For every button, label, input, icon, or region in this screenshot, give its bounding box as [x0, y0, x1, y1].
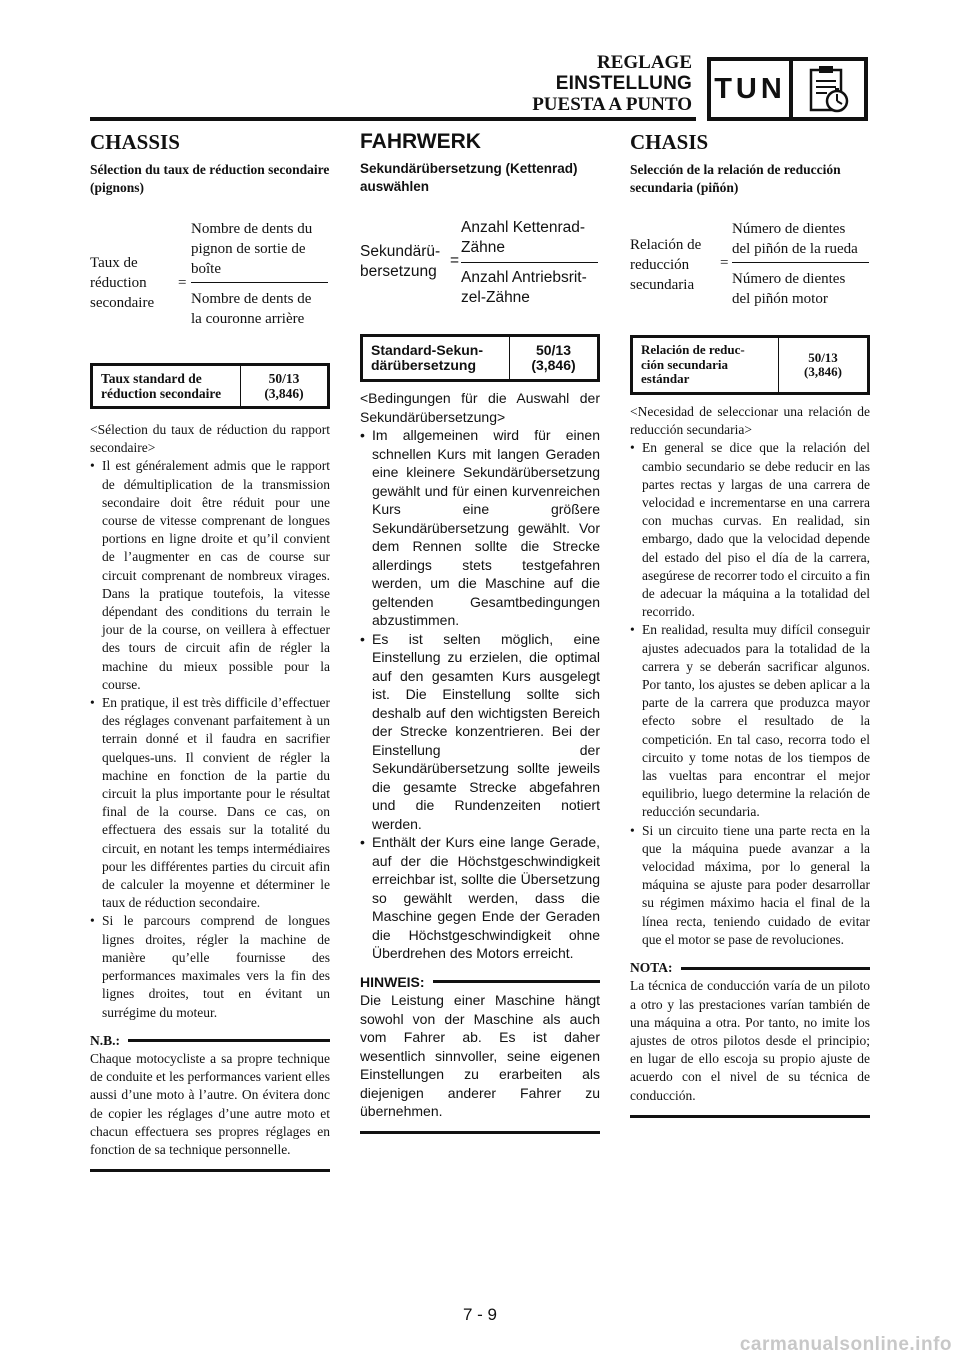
- section-icon-box: [793, 57, 868, 121]
- formula-denominator: [461, 268, 587, 308]
- spec-value: [241, 366, 327, 406]
- formula-left: [360, 242, 440, 282]
- note-text: La técnica de conducción varía de un piloto a otro y las prestaciones varían también de una máquina a otra. Por tanto, no imite los ajustes de otros pilotos desde el principio; en lugar de ello escoja su propio ajuste de acuerdo con el nivel de su técnica de conducción.: [630, 978, 870, 1103]
- list-item-text: Si le parcours comprend de longues lignes droites, régler la machine de manière qu’elle fournisse des performances maximales vers la fin des lignes droites, tout en évitant un surrégime du moteur.: [102, 913, 330, 1020]
- intro-text: <Necesidad de seleccionar una relación de reducción secundaria>: [630, 404, 870, 438]
- formula-numerator: [191, 219, 312, 279]
- formula-den-line: zel-Zähne: [461, 289, 530, 306]
- note-label: NOTA:: [630, 960, 673, 976]
- spec-label: [93, 366, 241, 406]
- formula-denominator: [191, 289, 311, 329]
- formula-left-line: Sekundärü-: [360, 243, 441, 260]
- body-text: [360, 389, 600, 1134]
- list-item-text: Il est généralement admis que le rapport de démultiplication de la transmission secondaire doit être réduit pour une course de vitesse comprenant de longues portions en ligne droite et qu’il convient de l’augmenter en cas de course sur circuit comprenant de nombreux virages. Dans la pratique toutefois, la vitesse dépendant des conditions du terrain le jour de la course, on veillera à effectuer des tours de circuit afin de régler la machine du mieux possible pour la course.: [102, 458, 330, 692]
- list-item-text: Enthält der Kurs eine lange Gerade, auf der die Höchstgeschwindigkeit erreichbar ist, sollte die Übersetzung so gewählt werden, dass die Maschine gegen Ende der Geraden die Höchstgeschwindigkeit ohne Überdrehen des Motors erreicht.: [372, 834, 600, 961]
- watermark: carmanualsonline.info: [739, 1334, 952, 1355]
- spec-value: [510, 337, 597, 379]
- formula-left-line: secondaire: [90, 295, 155, 311]
- header-title-es: PUESTA A PUNTO: [532, 94, 692, 115]
- list-item: • Im allgemeinen wird für einen schnellen Kurs mit langen Geraden eine kleinere Sekundärübersetzung gewählt und für einen kurvenreichen Kurs eine größere Sekundärübersetzung gewählt. Vor dem Rennen sollte die Strecke allerdings stets testgefahren werden, um die Maschine auf die geltenden Gesamtbedingungen abzustimmen.: [360, 427, 600, 628]
- note-text: Die Leistung einer Maschine hängt sowohl von der Maschine als auch vom Fahrer ab. Es ist daher wesentlich sinnvoller, seine eigenen Einstellungen zu erarbeiten als diejenigen anderer Fahrer zu übernehmen.: [360, 992, 600, 1119]
- list-item-text: En general se dice que la relación del cambio secundario se debe reducir en las partes rectas y largas de una carrera de velocidad e incrementarse en una carrera con muchas curvas. En realidad, sin embargo, dado que la velocidad depende del estado del piso el día de la carrera, asegúrese de recorrer todo el circuito a fin de adecuar la máquina a la totalidad del recorrido.: [642, 440, 870, 620]
- note-label: HINWEIS:: [360, 973, 425, 990]
- formula-left-line: réduction: [90, 275, 147, 291]
- section-title: CHASSIS: [90, 130, 180, 154]
- formula-equals: =: [720, 255, 729, 271]
- reduction-formula: [630, 219, 870, 315]
- formula-left-line: Relación de: [630, 237, 702, 253]
- header-title-de: EINSTELLUNG: [555, 73, 692, 94]
- formula-left-line: secundaria: [630, 277, 695, 293]
- formula-num-line: Anzahl Kettenrad-: [461, 219, 586, 236]
- spec-label-line: ción secundaria: [641, 356, 729, 372]
- section-subtitle: Sekundärübersetzung (Kettenrad) auswählen: [360, 161, 578, 194]
- formula-equals: =: [178, 275, 187, 291]
- note-rule: [433, 980, 600, 983]
- formula-fraction-line: [461, 262, 598, 263]
- list-item: • Enthält der Kurs eine lange Gerade, auf der die Höchstgeschwindigkeit erreichbar ist, sollte die Übersetzung so gewählt werden, dass die Maschine gegen Ende der Geraden die Höchstgeschwindigkeit ohne Überdrehen des Motors erreicht.: [360, 834, 600, 961]
- spec-label-line: réduction secondaire: [101, 386, 222, 401]
- page-number: 7 - 9: [462, 1305, 498, 1324]
- spec-value-ratio: 50/13: [535, 342, 572, 358]
- spec-value-decimal: (3,846): [531, 357, 576, 373]
- formula-den-line: Número de dientes: [732, 271, 846, 287]
- header-titles: [532, 52, 692, 115]
- list-item: • Es ist selten möglich, eine Einstellung zu erzielen, die optimal auf den gesamten Kurs ausgelegt ist. Die Einstellung sollte sich deshalb auf den wichtigsten Bereich der Strecke konzentrieren. Bei der Einstellung der Sekundärübersetzung sollte jeweils die gesamte Strecke abgefahren und die Rundenzeiten notiert werden.: [360, 630, 600, 832]
- spec-label-line: Relación de reduc-: [641, 342, 745, 358]
- formula-left: [630, 235, 701, 295]
- reduction-formula: [90, 219, 330, 343]
- header-title-fr: REGLAGE: [596, 52, 692, 73]
- spec-label-line: därübersetzung: [371, 357, 477, 373]
- section-subtitle: Selección de la relación de reducción secundaria (piñón): [630, 162, 841, 195]
- list-item: • En realidad, resulta muy difícil conseguir ajustes adecuados para la totalidad de la carrera y se deberán sacrificar algunos. Por tanto, los ajustes se deben aplicar a la parte de la carrera que produzca mayor efecto sobre el resultado de la competición. En tal caso, recorra todo el circuito y tome notas de los tiempos de las vueltas para encontrar el mejor equilibrio, luego determine la relación de reducción secundaria.: [630, 622, 870, 820]
- section-subtitle: Sélection du taux de réduction secondaire (pignons): [90, 162, 330, 195]
- list-item: • En general se dice que la relación del cambio secundario se debe reducir en las partes rectas y largas de una carrera de velocidad e incrementarse en una carrera con muchas curvas. En realidad, sin embargo, dado que la velocidad depende del estado del piso el día de la carrera, asegúrese de recorrer todo el circuito a fin de adecuar la máquina a la totalidad del recorrido.: [630, 440, 870, 620]
- formula-den-line: Anzahl Antriebsrit-: [461, 269, 587, 286]
- formula-num-line: pignon de sortie de: [191, 241, 306, 257]
- spec-value-ratio: 50/13: [808, 349, 838, 365]
- spec-table: [90, 363, 330, 409]
- spec-table: [630, 335, 870, 395]
- note-block: [90, 1032, 330, 1172]
- column-german: [360, 130, 600, 1134]
- list-item-text: En pratique, il est très difficile d’effectuer des réglages convenant parfaitement à un terrain donné et il faudra en sacrifier quelques-uns. Il convient de régler la machine en fonction de la partie du circuit la plus importante pour le résultat final de la course. Dans ce cas, on effectuera des essais sur la totalité du circuit, en notant les temps intermédiaires pour les différentes parties du circuit afin de calculer la moyenne et déterminer le taux de réduction secondaire.: [102, 695, 330, 911]
- column-french: [90, 130, 330, 1172]
- formula-numerator: [461, 218, 585, 258]
- formula-left-line: bersetzung: [360, 263, 437, 280]
- list-item-text: En realidad, resulta muy difícil conseguir ajustes adecuados para la totalidad de la carrera y se deberán sacrificar algunos. Por tanto, los ajustes se deben aplicar a la parte de la carrera que produzca mayor efecto sobre el resultado de la competición. En tal caso, recorra todo el circuito y tome notas de los tiempos de las vueltas para encontrar el mejor equilibrio, luego determine la relación de reducción secundaria.: [642, 622, 870, 820]
- spec-label: [633, 338, 779, 392]
- list-item: • Si un circuito tiene una parte recta en la que la máquina puede avanzar a la velocidad máxima, por lo general la máquina se ajuste para poder desarrollar su régimen máximo hacia el final de la línea recta, teniendo cuidado de evitar que el motor se pase de revoluciones.: [630, 822, 870, 947]
- note-text: Chaque motocycliste a sa propre technique de conduite et les performances varient elles aussi d’une moto à l’autre. On évitera donc de copier les réglages d’une autre moto et chacun effectuera ses propres réglages en fonction de sa technique personnelle.: [90, 1050, 330, 1157]
- section-code: TUN: [714, 72, 786, 105]
- formula-fraction-line: [732, 262, 869, 263]
- note-block: [360, 973, 600, 1134]
- list-item-text: Im allgemeinen wird für einen schnellen Kurs mit langen Geraden eine kleinere Sekundärübersetzung gewählt und für einen kurvenreichen Kurs eine größere Sekundärübersetzung gewählt. Vor dem Rennen sollte die Strecke allerdings stets testgefahren werden, um die Maschine auf die geltenden Gesamtbedingungen abzustimmen.: [372, 427, 600, 628]
- section-code-box: [707, 57, 793, 121]
- formula-num-line: del piñón de la rueda: [732, 241, 858, 257]
- intro-text: <Bedingungen für die Auswahl der Sekundärübersetzung>: [360, 390, 600, 425]
- note-rule: [128, 1039, 330, 1042]
- spec-value: [779, 338, 867, 392]
- formula-denominator: [732, 269, 845, 309]
- formula-left-line: Taux de: [90, 255, 138, 271]
- formula-fraction-line: [191, 282, 328, 283]
- formula-den-line: la couronne arrière: [191, 311, 305, 327]
- formula-left: [90, 253, 154, 313]
- formula-numerator: [732, 219, 858, 259]
- body-text: [630, 403, 870, 1118]
- note-end-rule: [360, 1131, 600, 1134]
- formula-den-line: Nombre de dents de: [191, 291, 312, 307]
- section-title: FAHRWERK: [360, 130, 481, 153]
- formula-num-line: Zähne: [461, 239, 505, 256]
- list-item: • Il est généralement admis que le rapport de démultiplication de la transmission secondaire doit être réduit pour une course de vitesse comprenant de longues portions en ligne droite et qu’il convient de l’augmenter en cas de course sur circuit comprenant de nombreux virages. Dans la pratique toutefois, la vitesse dépendant des conditions du terrain le jour de la course, on veillera à effectuer des tours de circuit afin de régler la machine du mieux possible pour la course.: [90, 458, 330, 692]
- formula-num-line: Número de dientes: [732, 221, 846, 237]
- spec-table: [360, 334, 600, 382]
- formula-left-line: reducción: [630, 257, 690, 273]
- body-text: [90, 421, 330, 1172]
- list-item-text: Es ist selten möglich, eine Einstellung zu erzielen, die optimal auf den gesamten Kurs ausgelegt ist. Die Einstellung sollte sich deshalb auf den wichtigsten Bereich der Strecke konzentrieren. Bei der Einstellung der Sekundärübersetzung sollte jeweils die gesamte Strecke abgefahren und die Rundenzeiten notiert werden.: [372, 630, 600, 832]
- formula-equals: =: [450, 252, 460, 269]
- formula-den-line: del piñón motor: [732, 291, 828, 307]
- intro-text: <Sélection du taux de réduction du rapport secondaire>: [90, 422, 330, 456]
- reduction-formula: [360, 218, 600, 314]
- stopwatch-clipboard-icon: [807, 64, 851, 114]
- list-item-text: Si un circuito tiene una parte recta en la que la máquina puede avanzar a la velocidad máxima, por lo general la máquina se ajuste para poder desarrollar su régimen máximo hacia el final de la línea recta, teniendo cuidado de evitar que el motor se pase de revoluciones.: [642, 822, 870, 947]
- bullet-list: [90, 457, 330, 1021]
- spec-label-line: Taux standard de: [101, 371, 202, 386]
- formula-num-line: boîte: [191, 261, 221, 277]
- note-end-rule: [90, 1169, 330, 1172]
- formula-num-line: Nombre de dents du: [191, 221, 313, 237]
- list-item: • En pratique, il est très difficile d’effectuer des réglages convenant parfaitement à un terrain donné et il faudra en sacrifier quelques-uns. Il convient de régler la machine en fonction de la partie du circuit la plus importante pour le résultat final de la course. Dans ce cas, on effectuera des essais sur la totalité du circuit, en notant les temps intermédiaires pour les différentes parties du circuit afin de calculer la moyenne et déterminer le taux de réduction secondaire.: [90, 695, 330, 911]
- bullet-list: [360, 426, 600, 963]
- bullet-list: [630, 439, 870, 949]
- spec-value-decimal: (3,846): [804, 364, 842, 379]
- spec-label: [363, 337, 510, 379]
- spec-value-decimal: (3,846): [264, 386, 304, 401]
- note-rule: [681, 967, 871, 970]
- note-block: [630, 959, 870, 1118]
- list-item: • Si le parcours comprend de longues lignes droites, régler la machine de manière qu’elle fournisse des performances maximales vers la fin des lignes droites, tout en évitant un surrégime du moteur.: [90, 913, 330, 1020]
- section-title: CHASIS: [630, 130, 709, 154]
- note-label: N.B.:: [90, 1032, 120, 1048]
- spec-label-line: Standard-Sekun-: [371, 342, 484, 358]
- spec-value-ratio: 50/13: [268, 371, 300, 386]
- column-spanish: [630, 130, 870, 1118]
- spec-label-line: estándar: [641, 371, 690, 387]
- header-rule: [90, 117, 696, 121]
- note-end-rule: [630, 1115, 870, 1118]
